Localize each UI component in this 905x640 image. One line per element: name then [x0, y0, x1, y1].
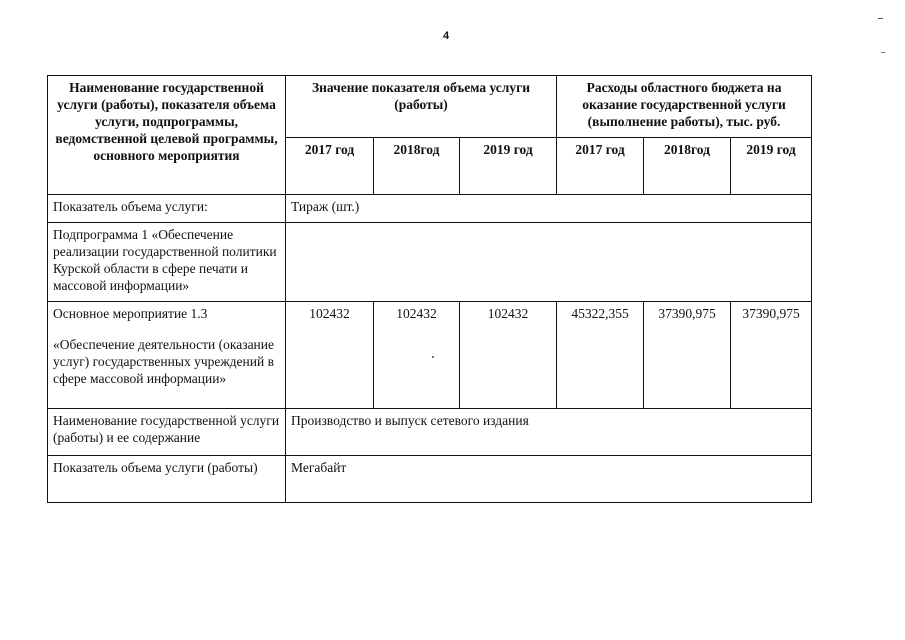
table-row [48, 302, 812, 409]
row-label: Показатель объема услуги: [48, 195, 286, 223]
row-value: Тираж (шт.) [286, 195, 812, 223]
year-header: 2018год [644, 138, 731, 195]
expense-value: 37390,975 [731, 302, 812, 409]
indicator-value: 102432 [374, 302, 460, 409]
indicator-value: 102432 [286, 302, 374, 409]
expense-value: 45322,355 [557, 302, 644, 409]
row-label: Наименование государственной услуги (работы) и ее содержание [48, 409, 286, 456]
header-indicator-group: Значение показателя объема услуги (работы) [286, 76, 557, 138]
table-row [48, 409, 812, 456]
year-header: 2019 год [460, 138, 557, 195]
row-value: Мегабайт [286, 456, 812, 503]
row-label: Подпрограмма 1 «Обеспечение реализации государственной политики Курской области в сфере печати и массовой информации» [48, 223, 286, 302]
table-row [48, 195, 812, 223]
expense-value: 37390,975 [644, 302, 731, 409]
budget-table [47, 75, 812, 503]
page-number: 4 [443, 30, 450, 42]
row-value: Производство и выпуск сетевого издания [286, 409, 812, 456]
scan-mark [878, 18, 883, 19]
header-name-column: Наименование государственной услуги (работы), показателя объема услуги, подпрограммы, ведомственной целевой программы, основного мероприятия [48, 76, 286, 195]
row-label-line: Основное мероприятие 1.3 [53, 306, 208, 321]
row-value [286, 223, 812, 302]
row-label-line: «Обеспечение деятельности (оказание услуг) государственных учреждений в сфере массовой информации» [53, 337, 275, 386]
year-header: 2019 год [731, 138, 812, 195]
year-header: 2017 год [286, 138, 374, 195]
row-label: Показатель объема услуги (работы) [48, 456, 286, 503]
scan-mark [881, 52, 885, 53]
header-expense-group: Расходы областного бюджета на оказание государственной услуги (выполнение работы), тыс. руб. [557, 76, 812, 138]
year-header: 2017 год [557, 138, 644, 195]
row-label [48, 302, 286, 409]
table-row [48, 223, 812, 302]
indicator-value: 102432 [460, 302, 557, 409]
scan-speck [432, 356, 434, 358]
table-row [48, 456, 812, 503]
year-header: 2018год [374, 138, 460, 195]
